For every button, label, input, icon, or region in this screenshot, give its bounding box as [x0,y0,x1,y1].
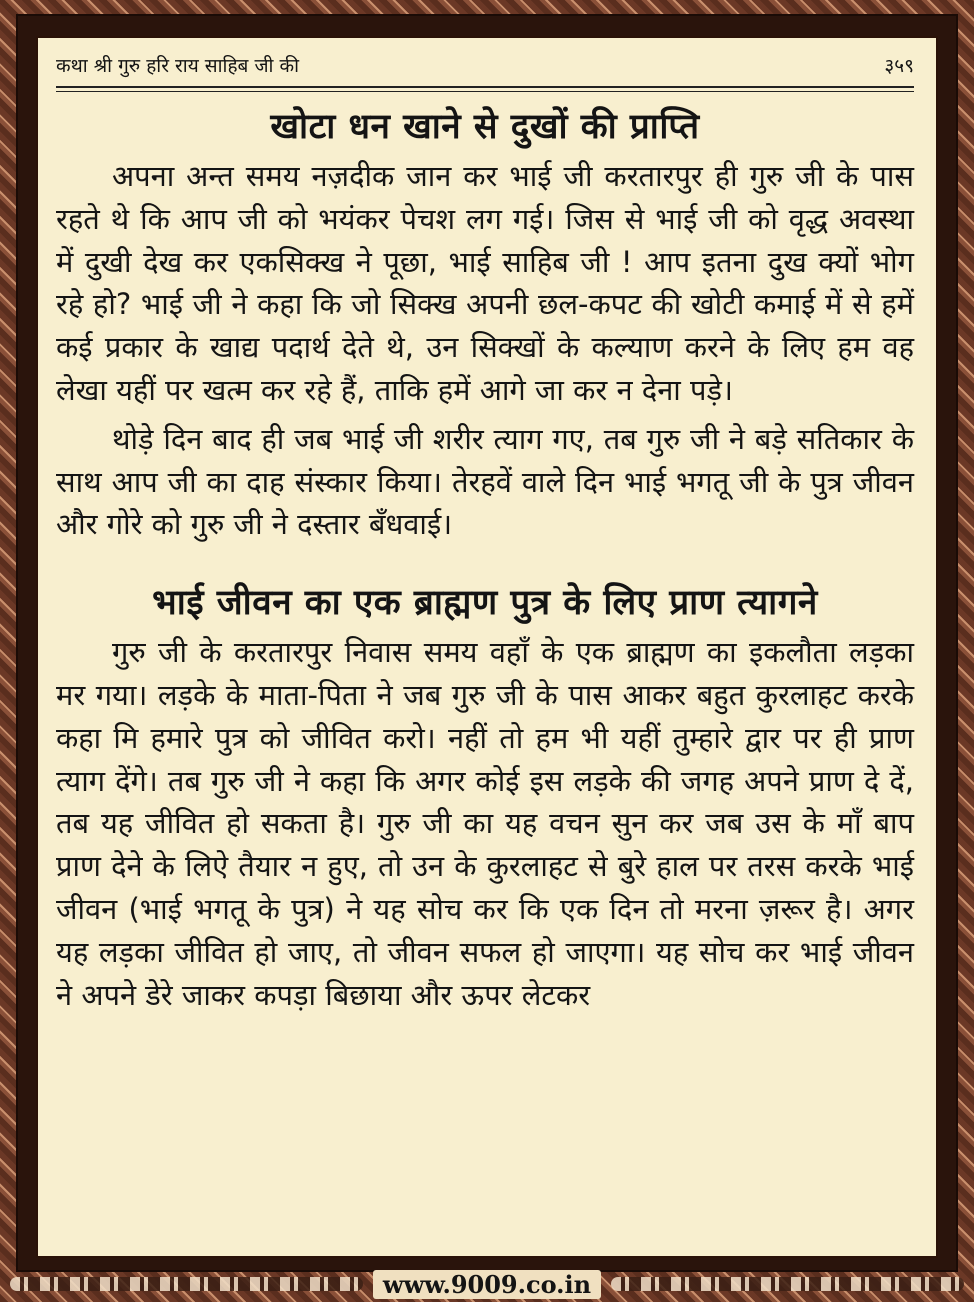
section-title: भाई जीवन का एक ब्राह्मण पुत्र के लिए प्राण त्यागने [152,583,818,624]
book-page [36,36,938,1258]
paragraph: अपना अन्त समय नज़दीक जान कर भाई जी करतारपुर ही गुरु जी के पास रहते थे कि आप जी को भयंकर पेचश लग गई। जिस से भाई जी को वृद्ध अवस्था में दुखी देख कर एकसिक्ख ने पूछा, भाई साहिब जी ! आप इतना दुख क्यों भोग रहे हो? भाई जी ने कहा कि जो सिक्ख अपनी छल-कपट की खोटी कमाई में से हमें कई प्रकार के खाद्य पदार्थ देते थे, उन सिक्खों के कल्याण करने के लिए हम वह लेखा यहीं पर खत्म कर रहे हैं, ताकि हमें आगे जा कर न देना पड़े। [56,159,914,407]
page-header [56,46,914,84]
paragraph: गुरु जी के करतारपुर निवास समय वहाँ के एक ब्राह्मण का इकलौता लड़का मर गया। लड़के के माता-पिता ने जब गुरु जी के पास आकर बहुत कुरलाहट करके कहा मि हमारे पुत्र को जीवित करो। नहीं तो हम भी यहीं तुम्हारे द्वार पर ही प्राण त्याग देंगे। तब गुरु जी ने कहा कि अगर कोई इस लड़के की जगह अपने प्राण दे दें, तब यह जीवित हो सकता है। गुरु जी का यह वचन सुन कर जब उस के माँ बाप प्राण देने के लिऐ तैयार न हुए, तो उन के कुरलाहट से बुरे हाल पर तरस करके भाई जीवन (भाई भगतू के पुत्र) ने यह सोच कर कि एक दिन तो मरना ज़रूर है। अगर यह लड़का जीवित हो जाए, तो जीवन सफल हो जाएगा। यह सोच कर भाई जीवन ने अपने डेरे जाकर कपड़ा बिछाया और ऊपर लेटकर [56,635,914,1012]
chain-ornament-left [10,1277,363,1291]
chain-ornament-right [611,1277,964,1291]
page-number: ३५९ [884,55,914,77]
header-rule [56,86,914,88]
section-gap [56,552,914,574]
section-title: खोटा धन खाने से दुखों की प्राप्ति [270,107,700,147]
header-rule-thin [56,91,914,92]
website-link[interactable]: www.9009.co.in [373,1270,601,1299]
footer-bar [0,1266,974,1302]
paragraph: थोड़े दिन बाद ही जब भाई जी शरीर त्याग गए, तब गुरु जी ने बड़े सतिकार के साथ आप जी का दाह संस्कार किया। तेरहवें वाले दिन भाई भगतू जी के पुत्र जीवन और गोरे को गुरु जी ने दस्तार बँधवाई। [56,421,914,542]
running-title: कथा श्री गुरु हरि राय साहिब जी की [56,55,300,77]
